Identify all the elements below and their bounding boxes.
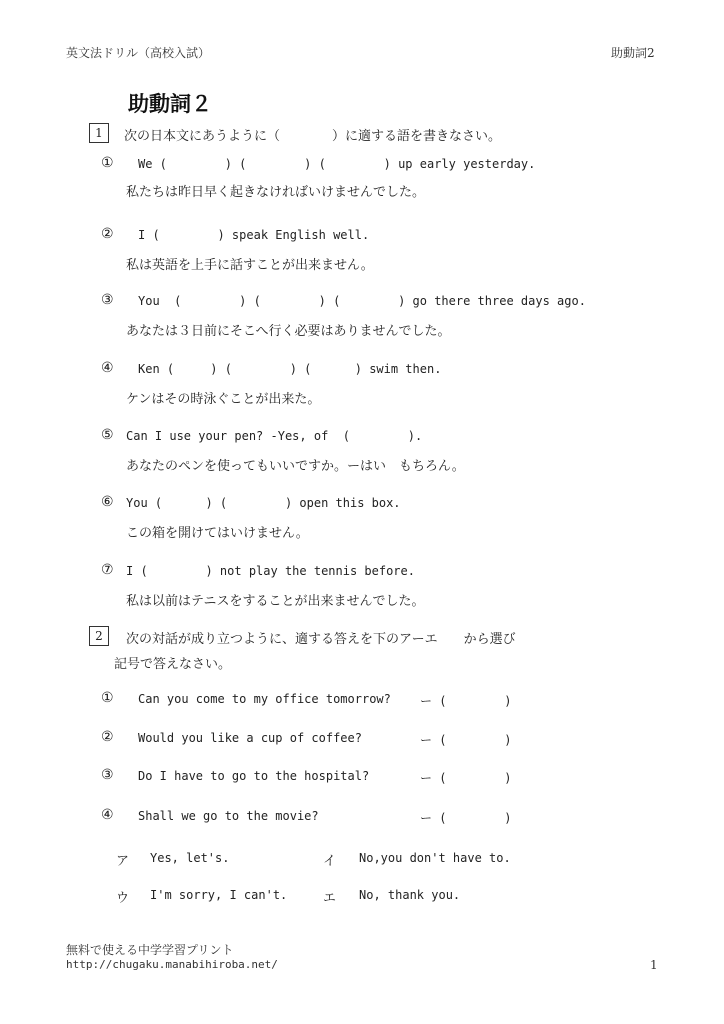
- s2-q4-number: ④: [101, 807, 114, 823]
- s2-q2-english: Would you like a cup of coffee?: [138, 731, 362, 745]
- header-right: 助動詞2: [611, 46, 655, 60]
- q5-japanese: あなたのペンを使ってもいいですか。ーはい もちろん。: [126, 459, 465, 474]
- q2-english: I ( ) speak English well.: [138, 228, 370, 242]
- q4-japanese: ケンはその時泳ぐことが出来た。: [126, 392, 321, 407]
- q4-number: ④: [101, 360, 114, 376]
- q7-english: I ( ) not play the tennis before.: [126, 564, 415, 578]
- choice-b-label: イ: [323, 854, 337, 869]
- q7-japanese: 私は以前はテニスをすることが出来ませんでした。: [126, 594, 425, 609]
- q3-japanese: あなたは３日前にそこへ行く必要はありませんでした。: [126, 324, 451, 339]
- choice-a-label: ア: [116, 854, 130, 869]
- section-2-instruction-line1: 次の対話が成り立つように、適する答えを下のアーエ から選び: [126, 632, 516, 647]
- q6-english: You ( ) ( ) open this box.: [126, 496, 401, 510]
- s2-q1-english: Can you come to my office tomorrow?: [138, 692, 391, 706]
- s2-q3-english: Do I have to go to the hospital?: [138, 769, 370, 783]
- q7-number: ⑦: [101, 562, 114, 578]
- section-1-instruction: 次の日本文にあうように（ ）に適する語を書きなさい。: [124, 129, 502, 144]
- s2-q1-number: ①: [101, 690, 114, 706]
- q4-english: Ken ( ) ( ) ( ) swim then.: [138, 362, 442, 376]
- s2-q2-number: ②: [101, 729, 114, 745]
- s2-q1-answer-blank: ー ( ): [420, 694, 512, 708]
- q1-japanese: 私たちは昨日早く起きなければいけませんでした。: [126, 185, 426, 200]
- q5-english: Can I use your pen? -Yes, of ( ).: [126, 429, 423, 443]
- footer-url[interactable]: http://chugaku.manabihiroba.net/: [66, 958, 278, 971]
- q3-english: You ( ) ( ) ( ) go there three days ago.: [138, 294, 586, 308]
- s2-q4-answer-blank: ー ( ): [420, 811, 512, 825]
- q6-japanese: この箱を開けてはいけません。: [126, 526, 309, 541]
- choice-c-text: I'm sorry, I can't.: [150, 888, 288, 902]
- choice-b-text: No,you don't have to.: [359, 851, 511, 865]
- choice-c-label: ウ: [116, 891, 130, 906]
- q2-number: ②: [101, 226, 114, 242]
- s2-q4-english: Shall we go to the movie?: [138, 809, 319, 823]
- page-number: 1: [650, 958, 658, 972]
- choice-d-text: No, thank you.: [359, 888, 461, 902]
- q2-japanese: 私は英語を上手に話すことが出来ません。: [126, 258, 374, 273]
- choice-a-text: Yes, let's.: [150, 851, 230, 865]
- q6-number: ⑥: [101, 494, 114, 510]
- q5-number: ⑤: [101, 427, 114, 443]
- header-left: 英文法ドリル（高校入試）: [66, 46, 211, 60]
- footer-site-name: 無料で使える中学学習プリント: [66, 943, 234, 957]
- section-2-number: 2: [89, 626, 109, 646]
- section-1-number: 1: [89, 123, 109, 143]
- s2-q3-answer-blank: ー ( ): [420, 771, 512, 785]
- q3-number: ③: [101, 292, 114, 308]
- section-2-instruction-line2: 記号で答えなさい。: [114, 657, 232, 672]
- choice-d-label: エ: [323, 891, 337, 906]
- q1-english: We ( ) ( ) ( ) up early yesterday.: [138, 157, 536, 171]
- page-title: 助動詞２: [128, 92, 212, 116]
- s2-q2-answer-blank: ー ( ): [420, 733, 512, 747]
- s2-q3-number: ③: [101, 767, 114, 783]
- q1-number: ①: [101, 155, 114, 171]
